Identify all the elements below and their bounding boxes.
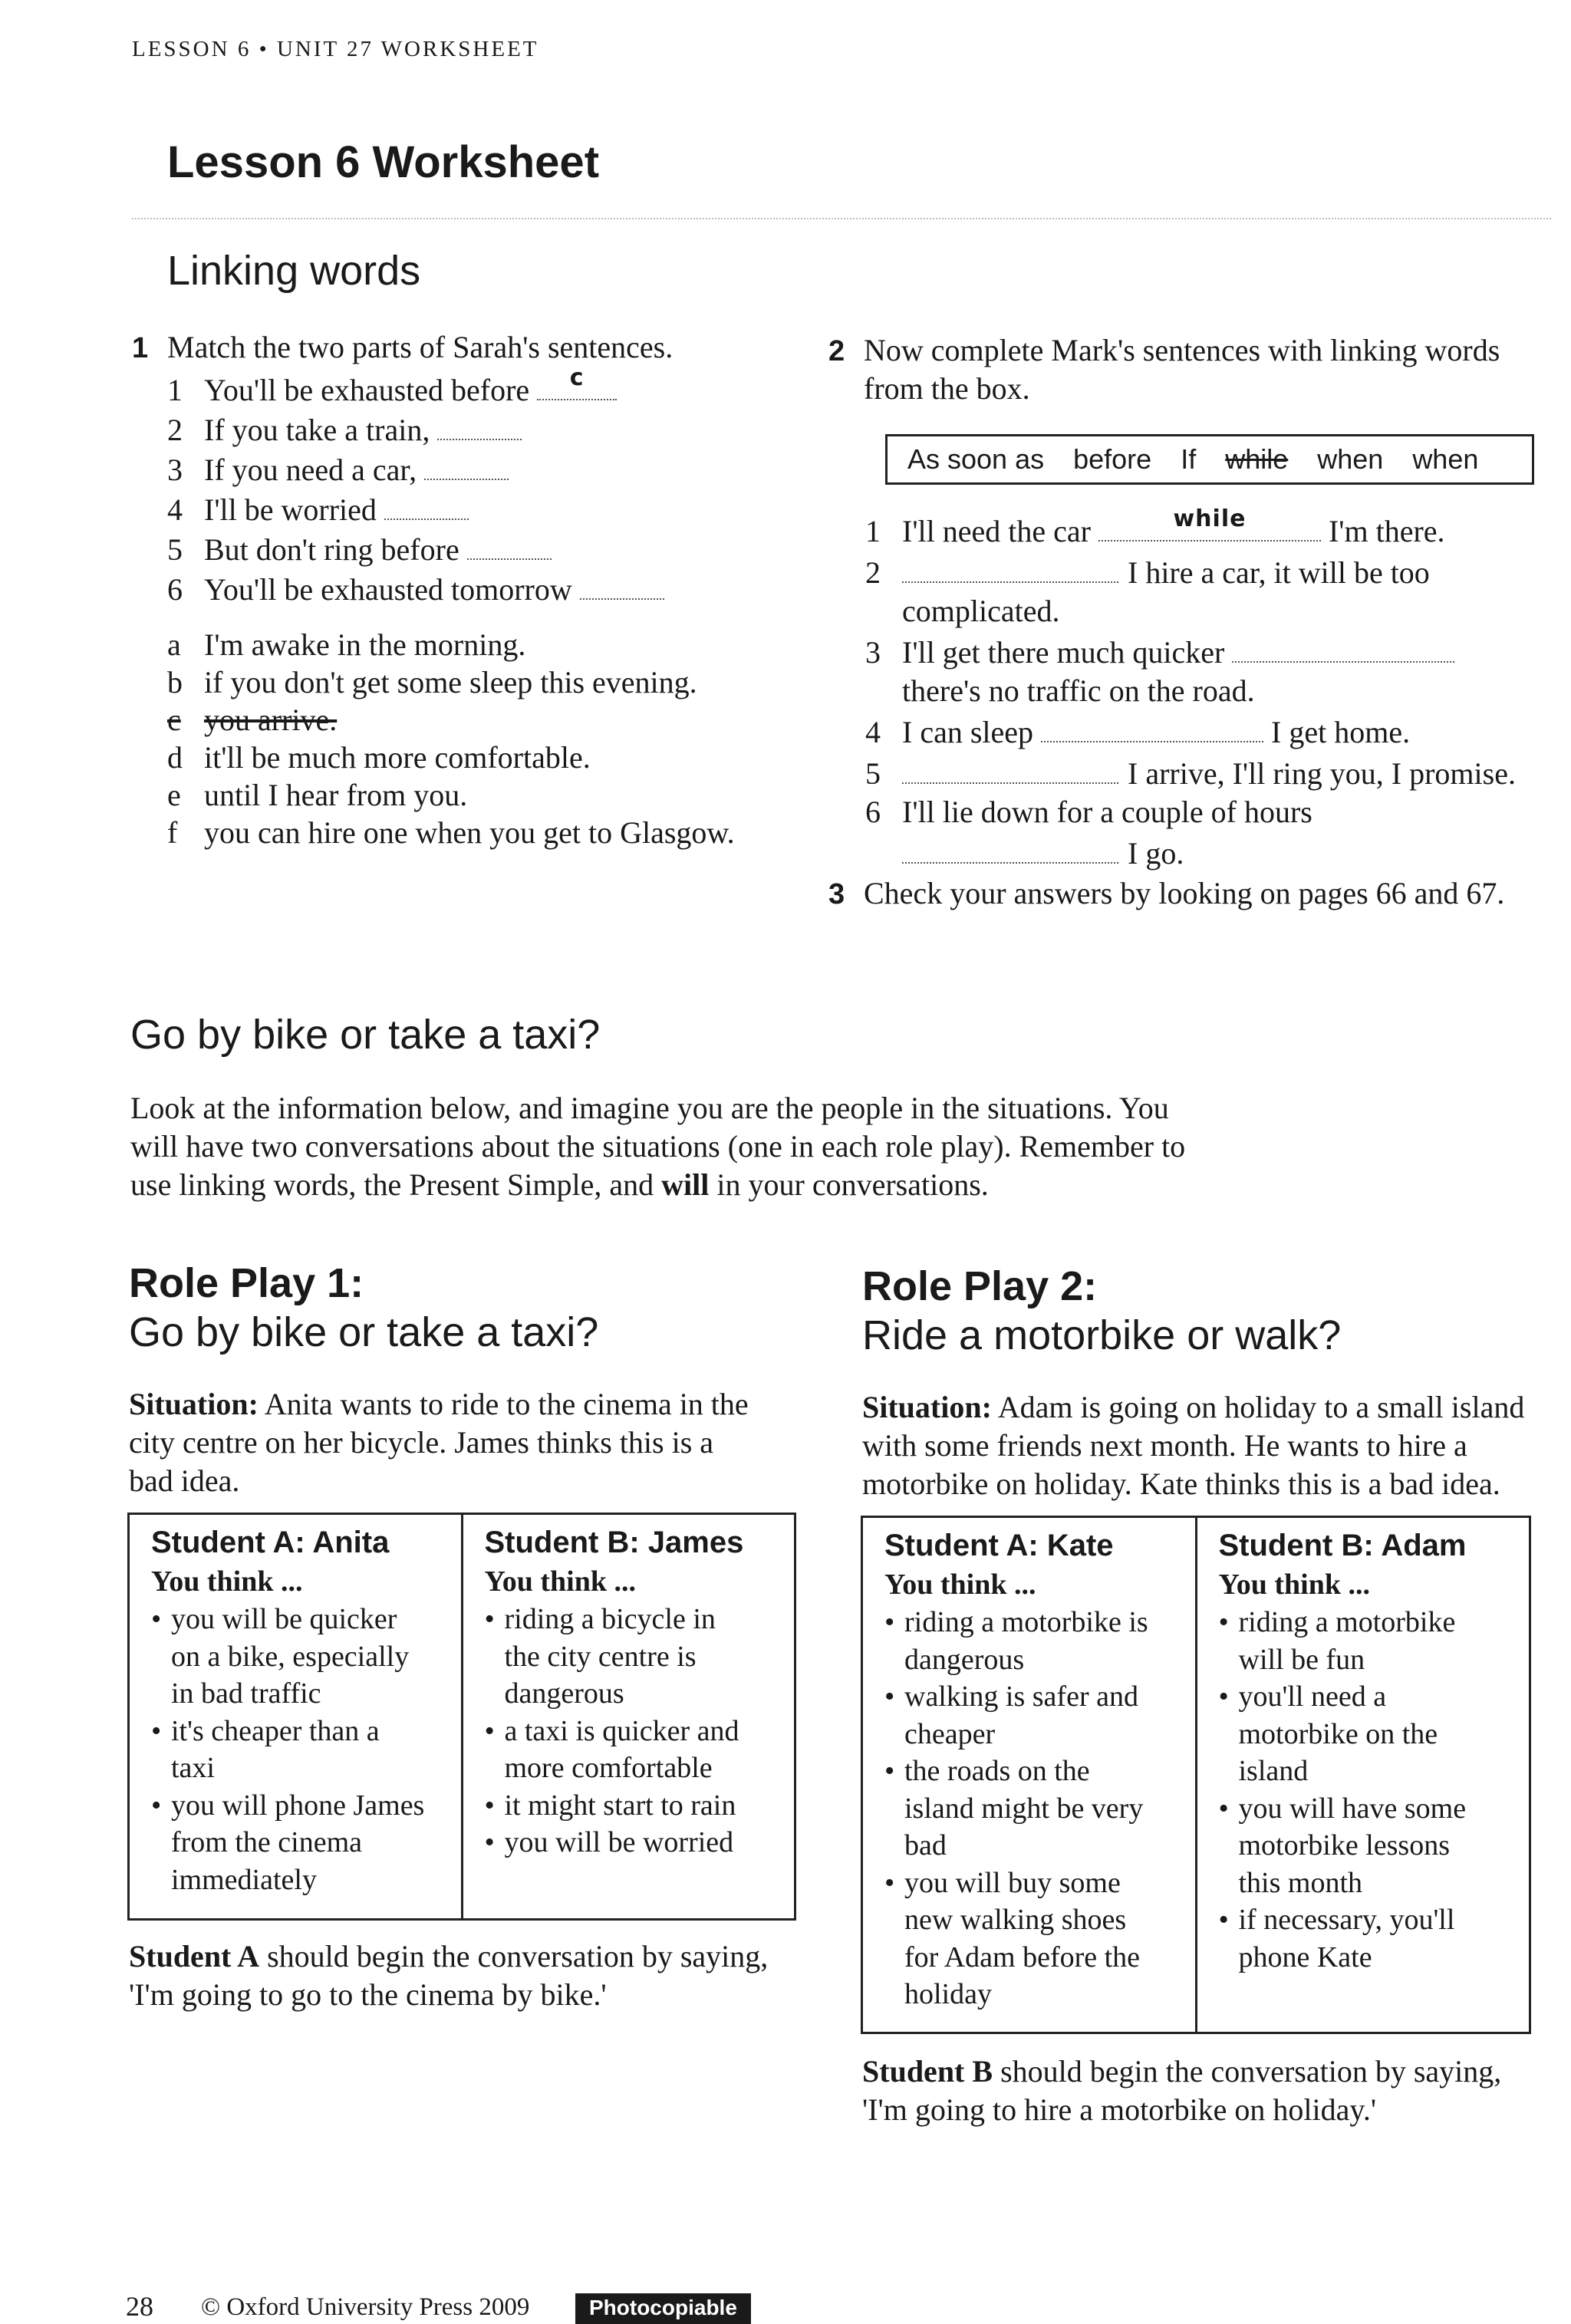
column-heading: Student A: Anita [151, 1526, 390, 1559]
bullet-list [1219, 1604, 1519, 1976]
list-item: 4 I'll be worried [167, 491, 664, 531]
column-heading: Student A: Kate [884, 1529, 1114, 1562]
section-heading-linking-words: Linking words [167, 248, 421, 294]
answer-blank[interactable] [902, 839, 1118, 864]
column-heading: Student B: Adam [1218, 1529, 1467, 1562]
list-item: a I'm awake in the morning. [167, 627, 526, 662]
word-box [885, 434, 1534, 485]
title-divider [132, 218, 1551, 219]
bullet-list [884, 1604, 1184, 2013]
exercise-instruction: Match the two parts of Sarah's sentences. [167, 330, 674, 364]
running-head: LESSON 6 • UNIT 27 WORKSHEET [132, 37, 539, 61]
answer-blank[interactable] [1098, 505, 1321, 541]
list-item: f you can hire one when you get to Glasgow. [167, 815, 735, 850]
list-item-crossed-out: c you arrive. [167, 703, 338, 737]
answer-blank[interactable] [437, 416, 522, 440]
handwritten-answer: c [569, 364, 585, 391]
list-item: e until I hear from you. [167, 778, 468, 812]
word-option: As soon as [907, 443, 1045, 475]
copyright: © Oxford University Press 2009 [201, 2293, 530, 2321]
exercise-number: 1 [132, 332, 149, 364]
list-item: • it might start to rain [485, 1787, 784, 1825]
section-intro: Look at the information below, and imagine you are the people in the situations. You will have two conversations about the situations (one in each role play). Remember to use linking words, the Present Simple, and will in your conversations. [130, 1091, 1186, 1202]
exercise-instruction: Check your answers by looking on pages 66 and 67. [864, 876, 1505, 910]
word-option: when [1317, 443, 1384, 475]
list-item: • riding a bicycle in the city centre is dangerous [485, 1601, 784, 1713]
list-item: • the roads on the island might be very bad [884, 1753, 1184, 1865]
list-item: • you will be worried [485, 1824, 784, 1862]
student-a-column: Student A: Anita You think ... • you will be quicker on a bike, especially in bad traffic • it's cheaper than a taxi • you will phone James from the cinema immediately [129, 1514, 463, 1920]
bullet-list [485, 1601, 784, 1862]
role-play-1-situation: Situation: Anita wants to ride to the cinema in the city centre on her bicycle. James thinks this is a bad idea. [129, 1387, 749, 1498]
photocopiable-badge: Photocopiable [575, 2293, 751, 2324]
answer-blank[interactable] [1232, 638, 1454, 663]
word-option-crossed-out: while [1225, 443, 1289, 475]
role-play-1-title: Role Play 1: [129, 1260, 364, 1306]
list-item: 2 If you take a train, [167, 411, 664, 451]
sentence-4: 4 I can sleep I get home. [865, 715, 1411, 749]
list-item: 6 You'll be exhausted tomorrow [167, 571, 664, 611]
mark-sentences: 1 I'll need the car while I'm there. 2 I hire a car, it will be too complicated. 3 I'll get there much quicker there's no traffic on the road. 4 I can sleep I get home. 5 I arrive, I'll ring you, I promise. 6 I'll lie down for a couple of hours I go. [865, 512, 1516, 873]
word-option: when [1412, 443, 1479, 475]
role-play-2-title: Role Play 2: [862, 1263, 1098, 1309]
role-play-2-situation: Situation: Adam is going on holiday to a small island with some friends next month. He wants to hire a motorbike on holiday. Kate thinks this is a bad idea. [862, 1390, 1525, 1501]
student-a-column: Student A: Kate You think ... • riding a motorbike is dangerous • walking is safer and cheaper • the roads on the island might be very bad • you will buy some new walking shoes for Adam before the holiday [862, 1517, 1197, 2033]
section-heading-go-by-bike: Go by bike or take a taxi? [130, 1012, 601, 1058]
answer-blank[interactable] [580, 575, 664, 600]
list-item: • it's cheaper than a taxi [151, 1713, 450, 1787]
list-item: • a taxi is quicker and more comfortable [485, 1713, 784, 1787]
student-b-column: Student B: Adam You think ... • riding a motorbike will be fun • you'll need a motorbike on the island • you will have some motorbike lessons this month • if necessary, you'll phone Kate [1196, 1517, 1530, 2033]
bullet-list [151, 1601, 450, 1898]
answer-blank[interactable] [902, 759, 1118, 784]
role-play-1-instruction: Student A should begin the conversation by saying, 'I'm going to go to the cinema by bike.' [129, 1939, 769, 2012]
role-play-2-subtitle: Ride a motorbike or walk? [862, 1312, 1342, 1358]
sentence-6: 6 I'll lie down for a couple of hours [865, 795, 1312, 829]
exercise-instruction-cont: from the box. [864, 371, 1030, 406]
handwritten-answer: while [1173, 505, 1247, 532]
answer-blank[interactable] [384, 495, 469, 520]
list-item: 3 If you need a car, [167, 451, 664, 491]
sentence-beginnings-list [167, 364, 664, 611]
list-item: • you will phone James from the cinema immediately [151, 1787, 450, 1899]
list-item: • walking is safer and cheaper [884, 1678, 1184, 1753]
role-play-1-table [127, 1513, 796, 1921]
exercise-2 [828, 331, 1500, 408]
list-item: • you'll need a motorbike on the island [1219, 1678, 1519, 1790]
list-item: • riding a motorbike will be fun [1219, 1604, 1519, 1678]
answer-blank[interactable] [1041, 718, 1263, 742]
answer-blank[interactable] [537, 364, 617, 400]
list-item: d it'll be much more comfortable. [167, 740, 591, 775]
answer-blank[interactable] [424, 456, 509, 480]
list-item: • if necessary, you'll phone Kate [1219, 1901, 1519, 1976]
answer-blank[interactable] [902, 558, 1118, 583]
exercise-instruction: Now complete Mark's sentences with linking words [864, 333, 1500, 367]
column-heading: Student B: James [484, 1526, 744, 1559]
exercise-3 [828, 874, 1504, 913]
exercise-number: 2 [828, 335, 845, 367]
list-item: b if you don't get some sleep this evening. [167, 665, 697, 700]
page-number: 28 [126, 2291, 153, 2322]
sentence-5: 5 I arrive, I'll ring you, I promise. [865, 756, 1516, 791]
sentence-2: 2 I hire a car, it will be too [865, 555, 1430, 590]
list-item: • you will be quicker on a bike, especially in bad traffic [151, 1601, 450, 1713]
sentence-endings-list [167, 626, 735, 851]
word-option: If [1181, 443, 1197, 475]
sentence-3: 3 I'll get there much quicker [865, 634, 1516, 672]
exercise-number: 3 [828, 878, 845, 910]
list-item: • you will buy some new walking shoes for Adam before the holiday [884, 1865, 1184, 2013]
word-option: before [1073, 443, 1152, 475]
list-item: • riding a motorbike is dangerous [884, 1604, 1184, 1678]
role-play-1-subtitle: Go by bike or take a taxi? [129, 1309, 599, 1355]
list-item: • you will have some motorbike lessons this month [1219, 1790, 1519, 1902]
answer-blank[interactable] [467, 535, 552, 560]
list-item: 5 But don't ring before [167, 531, 664, 571]
role-play-2-instruction: Student B should begin the conversation by saying, 'I'm going to hire a motorbike on holiday.' [862, 2054, 1502, 2127]
page-title: Lesson 6 Worksheet [167, 137, 600, 187]
list-item: 1 You'll be exhausted before c [167, 371, 664, 411]
sentence-1: 1 I'll need the car while I'm there. [865, 512, 1516, 551]
role-play-2-table [861, 1516, 1531, 2034]
student-b-column: Student B: James You think ... • riding a bicycle in the city centre is dangerous • a taxi is quicker and more comfortable • it might start to rain • you will be worried [462, 1514, 795, 1920]
